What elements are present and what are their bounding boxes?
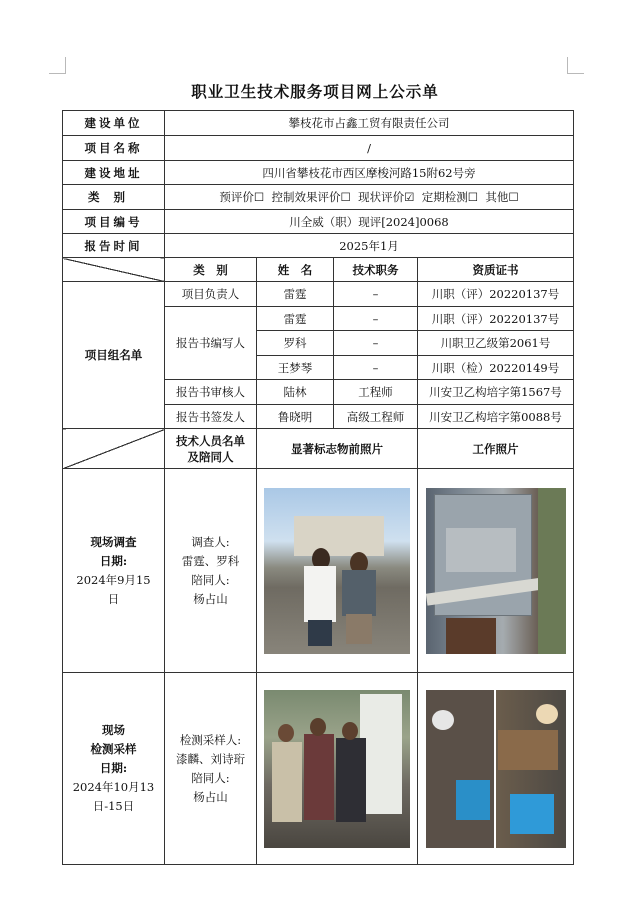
sampling-title-1: 现场 <box>102 723 125 737</box>
sampling-work-photo-cell <box>418 673 574 865</box>
member-cert: 川安卫乙构培字第0088号 <box>418 405 574 429</box>
sampling-landmark-photo-cell <box>257 673 418 865</box>
address-label: 建设地址 <box>63 161 165 185</box>
sampling-staff-names: 漆麟、刘诗珩 <box>176 751 245 766</box>
time-value: 2025年1月 <box>165 234 574 258</box>
member-cert: 川职（评）20220137号 <box>418 282 574 307</box>
member-title: 高级工程师 <box>334 405 418 429</box>
sampling-date: 2024年10月13日-15日 <box>72 780 155 813</box>
sampling-date-label: 日期: <box>99 761 128 775</box>
name-label: 项目名称 <box>63 136 165 161</box>
survey-date-label: 日期: <box>99 553 128 568</box>
member-cert: 川职（检）20220149号 <box>418 356 574 380</box>
diagonal-photo-header-cell <box>63 429 165 469</box>
role-writer: 报告书编写人 <box>165 307 257 380</box>
unit-label: 建设单位 <box>63 111 165 136</box>
survey-escort-label: 陪同人: <box>191 572 230 587</box>
member-title: – <box>334 356 418 380</box>
survey-escort-name: 杨占山 <box>193 591 228 606</box>
name-value: / <box>165 136 574 161</box>
role-reviewer: 报告书审核人 <box>165 380 257 405</box>
survey-date: 2024年9月15日 <box>76 572 151 606</box>
category-label: 类别 <box>63 185 165 210</box>
role-signer: 报告书签发人 <box>165 405 257 429</box>
announcement-table <box>62 110 574 865</box>
member-name: 雷霆 <box>257 307 334 331</box>
address-value: 四川省攀枝花市西区摩梭河路15附62号旁 <box>165 161 574 185</box>
survey-work-photo-cell <box>418 469 574 673</box>
member-title: – <box>334 307 418 331</box>
member-title: 工程师 <box>334 380 418 405</box>
sampling-staff-label: 检测采样人: <box>179 732 242 747</box>
row-number <box>63 210 574 234</box>
photo-header-work: 工作照片 <box>418 429 574 469</box>
team-row <box>63 282 574 307</box>
sampling-landmark-photo <box>264 690 410 848</box>
sampling-escort-label: 陪同人: <box>191 770 230 785</box>
document-title: 职业卫生技术服务项目网上公示单 <box>191 82 439 101</box>
row-unit <box>63 111 574 136</box>
team-label: 项目组名单 <box>63 282 165 429</box>
member-name: 陆林 <box>257 380 334 405</box>
photo-header-landmark: 显著标志物前照片 <box>257 429 418 469</box>
time-label: 报告时间 <box>63 234 165 258</box>
member-name: 鲁晓明 <box>257 405 334 429</box>
role-leader: 项目负责人 <box>165 282 257 307</box>
survey-staff-label: 调查人: <box>191 534 230 549</box>
team-header-row <box>63 258 574 282</box>
row-address <box>63 161 574 185</box>
member-name: 雷霆 <box>257 282 334 307</box>
category-value: 预评价☐ 控制效果评价☐ 现状评价☑ 定期检测☐ 其他☐ <box>165 185 574 210</box>
member-title: – <box>334 282 418 307</box>
diagonal-header-cell <box>63 258 165 282</box>
survey-staff-names: 雷霆、罗科 <box>181 553 240 568</box>
survey-info <box>63 469 165 673</box>
team-header-cert: 资质证书 <box>418 258 574 282</box>
sampling-escort-name: 杨占山 <box>193 789 228 804</box>
member-name: 王梦琴 <box>257 356 334 380</box>
sampling-info <box>63 673 165 865</box>
member-name: 罗科 <box>257 331 334 356</box>
photo-header-staff: 技术人员名单及陪同人 <box>165 429 257 469</box>
row-time <box>63 234 574 258</box>
sampling-row <box>63 673 574 865</box>
row-name <box>63 136 574 161</box>
member-cert: 川职（评）20220137号 <box>418 307 574 331</box>
crop-mark-top-left <box>49 57 66 74</box>
member-title: – <box>334 331 418 356</box>
number-value: 川全威（职）现评[2024]0068 <box>165 210 574 234</box>
survey-landmark-photo <box>264 488 410 654</box>
unit-value: 攀枝花市占鑫工贸有限责任公司 <box>165 111 574 136</box>
crop-mark-top-right <box>567 57 584 74</box>
survey-staff <box>165 469 257 673</box>
survey-title: 现场调查 <box>90 534 137 549</box>
member-cert: 川职卫乙级第2061号 <box>418 331 574 356</box>
sampling-title-2: 检测采样 <box>90 742 137 756</box>
sampling-work-photo <box>426 690 566 848</box>
photo-header-row <box>63 429 574 469</box>
row-category <box>63 185 574 210</box>
sampling-staff <box>165 673 257 865</box>
team-header-name: 姓 名 <box>257 258 334 282</box>
survey-work-photo <box>426 488 566 654</box>
survey-row <box>63 469 574 673</box>
number-label: 项目编号 <box>63 210 165 234</box>
member-cert: 川安卫乙构培字第1567号 <box>418 380 574 405</box>
team-header-title: 技术职务 <box>334 258 418 282</box>
team-header-category: 类 别 <box>165 258 257 282</box>
survey-landmark-photo-cell <box>257 469 418 673</box>
